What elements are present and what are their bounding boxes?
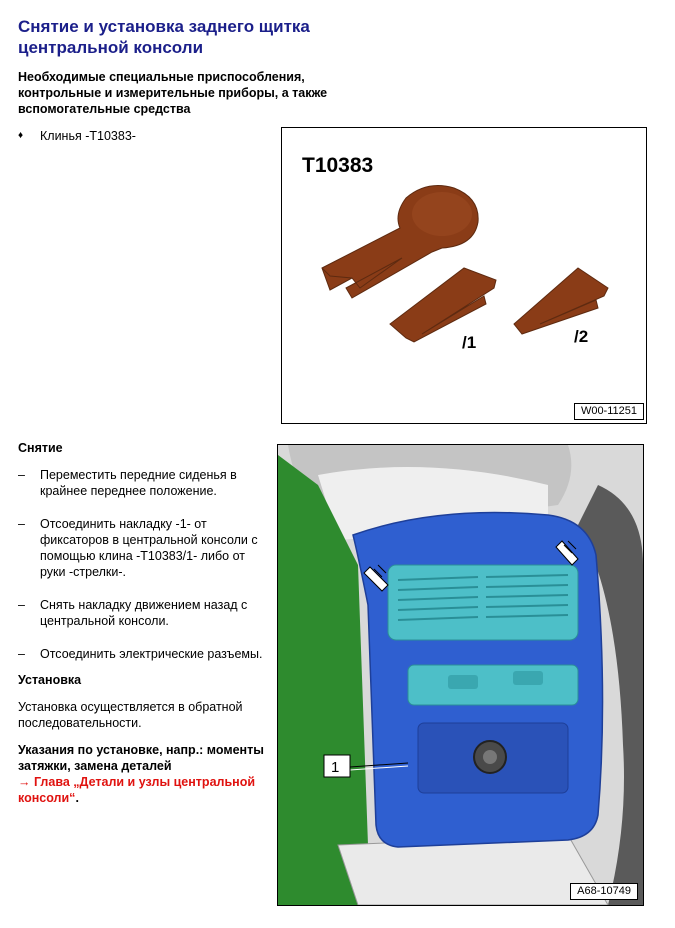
- list-item: [18, 467, 268, 499]
- dash-marker: –: [18, 598, 25, 612]
- figure-code: A68-10749: [570, 883, 638, 900]
- tool-item: [18, 128, 136, 144]
- note-end: .: [75, 791, 79, 805]
- tool-item-text: Клинья -T10383-: [40, 129, 136, 143]
- step-text: Отсоединить электрические разъемы.: [40, 647, 263, 661]
- step-text: Переместить передние сиденья в крайнее переднее положение.: [40, 468, 237, 498]
- note-text: Указания по установке, напр.: моменты затяжки, замена деталей: [18, 743, 264, 773]
- dash-marker: –: [18, 647, 25, 661]
- part2-label: /2: [574, 327, 589, 346]
- console-illustration: [278, 445, 643, 905]
- installation-text: Установка осуществляется в обратной последовательности.: [18, 700, 243, 730]
- installation-heading: Установка: [18, 673, 82, 687]
- wedge-part-1: [390, 268, 496, 342]
- step-text: Снять накладку движением назад с центральной консоли.: [40, 598, 248, 628]
- wedge-part-2: [514, 268, 608, 334]
- figure-code: W00-11251: [574, 403, 644, 420]
- step-text: Отсоединить накладку -1- от фиксаторов в центральной консоли с помощью клина -T10383/1- либо от руки -стрелки-.: [40, 517, 258, 579]
- figure-wedges: [281, 127, 647, 424]
- figure-console: [277, 444, 644, 906]
- part1-label: /1: [462, 333, 477, 352]
- list-item: [18, 646, 268, 662]
- removal-heading: Снятие: [18, 441, 63, 455]
- dash-marker: –: [18, 517, 25, 531]
- page-title: Снятие и установка заднего щитка центральной консоли: [18, 17, 310, 57]
- chapter-link[interactable]: → Глава „Детали и узлы центральной консоли“: [18, 775, 256, 805]
- bullet-diamond-icon: ♦: [18, 130, 24, 141]
- list-item: [18, 597, 268, 629]
- removal-steps: [18, 467, 268, 679]
- tool-label: T10383: [302, 154, 374, 177]
- installation-note: [18, 742, 278, 806]
- callout-1: 1: [331, 759, 340, 776]
- tools-heading: Необходимые специальные приспособления, контрольные и измерительные приборы, а также вспомогательные средства: [18, 70, 328, 116]
- list-item: [18, 516, 268, 580]
- dash-marker: –: [18, 468, 25, 482]
- wedges-illustration: [282, 128, 646, 423]
